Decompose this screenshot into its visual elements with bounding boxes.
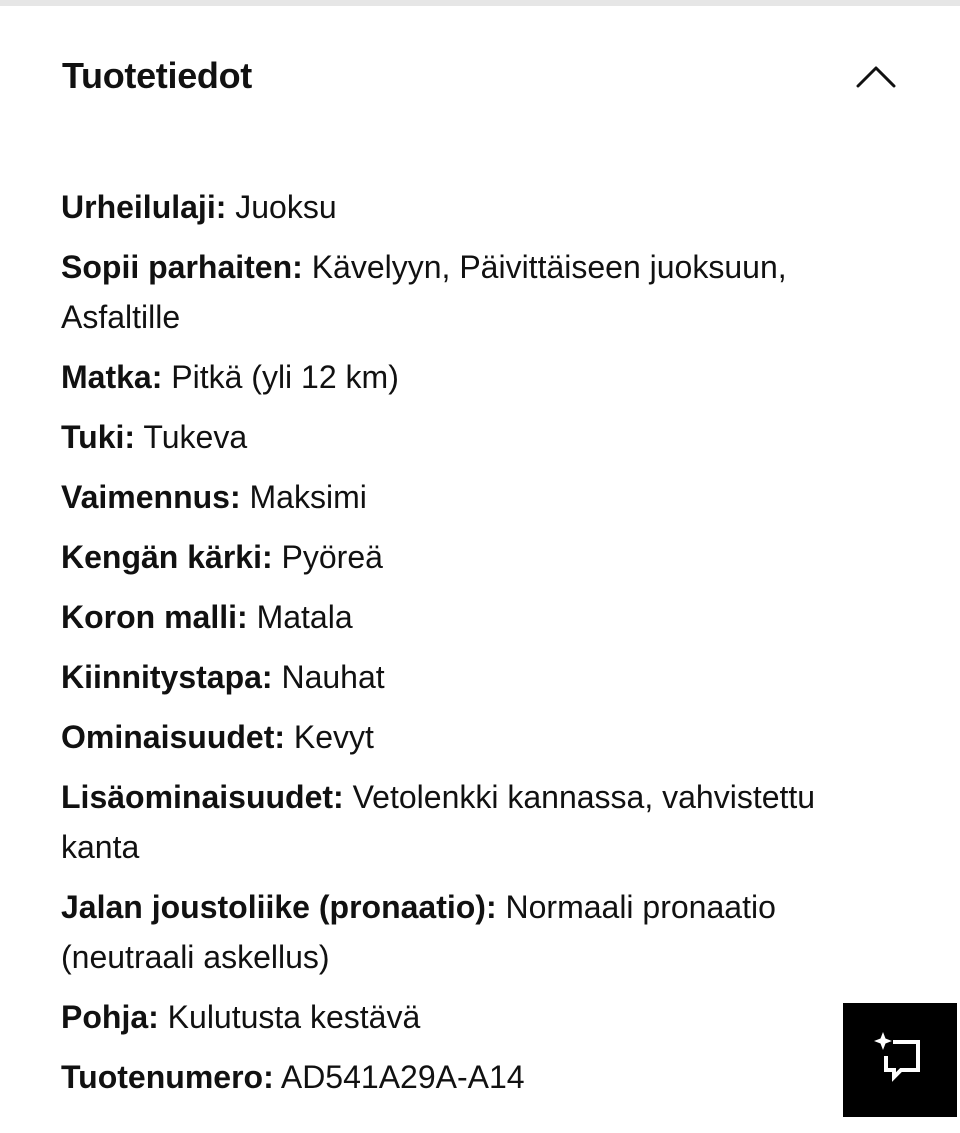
detail-sport xyxy=(61,182,901,232)
detail-toe-shape xyxy=(61,532,901,582)
detail-label: Ominaisuudet: xyxy=(61,719,286,755)
product-details-list xyxy=(61,182,901,1112)
top-divider xyxy=(0,0,960,6)
detail-label: Vaimennus: xyxy=(61,479,241,515)
detail-label: Pohja: xyxy=(61,999,159,1035)
detail-value: Nauhat xyxy=(281,659,385,695)
detail-value: Vetolenkki kannassa, vahvistettu kanta xyxy=(61,779,816,865)
detail-value: Kävelyyn, Päivittäiseen juoksuun, Asfaltille xyxy=(61,249,787,335)
detail-value: Juoksu xyxy=(235,189,337,225)
detail-pronation xyxy=(61,882,901,982)
detail-value: Maksimi xyxy=(249,479,367,515)
detail-distance xyxy=(61,352,901,402)
detail-label: Tuotenumero: xyxy=(61,1059,274,1095)
detail-features xyxy=(61,712,901,762)
chevron-up-icon[interactable] xyxy=(854,54,898,98)
detail-label: Urheilulaji: xyxy=(61,189,227,225)
ai-assistant-button[interactable] xyxy=(843,1003,957,1117)
detail-product-number xyxy=(61,1052,901,1102)
detail-label: Jalan joustoliike (pronaatio): xyxy=(61,889,497,925)
detail-label: Tuki: xyxy=(61,419,136,455)
detail-value: AD541A29A-A14 xyxy=(280,1059,525,1095)
detail-label: Kiinnitystapa: xyxy=(61,659,273,695)
detail-extra-features xyxy=(61,772,901,872)
detail-heel-type xyxy=(61,592,901,642)
detail-value: Kulutusta kestävä xyxy=(167,999,421,1035)
detail-value: Normaali pronaatio (neutraali askellus) xyxy=(61,889,776,975)
detail-label: Lisäominaisuudet: xyxy=(61,779,344,815)
ai-chat-sparkle-icon xyxy=(870,1028,930,1093)
section-title: Tuotetiedot xyxy=(62,55,252,96)
detail-support xyxy=(61,412,901,462)
detail-value: Pyöreä xyxy=(281,539,383,575)
detail-label: Matka: xyxy=(61,359,163,395)
detail-value: Matala xyxy=(256,599,353,635)
detail-label: Sopii parhaiten: xyxy=(61,249,303,285)
detail-label: Koron malli: xyxy=(61,599,248,635)
detail-label: Kengän kärki: xyxy=(61,539,273,575)
detail-value: Kevyt xyxy=(293,719,374,755)
product-details-accordion-header[interactable] xyxy=(62,48,898,104)
detail-cushioning xyxy=(61,472,901,522)
detail-best-for xyxy=(61,242,901,342)
detail-sole xyxy=(61,992,901,1042)
detail-fastening xyxy=(61,652,901,702)
detail-value: Pitkä (yli 12 km) xyxy=(171,359,399,395)
detail-value: Tukeva xyxy=(143,419,248,455)
